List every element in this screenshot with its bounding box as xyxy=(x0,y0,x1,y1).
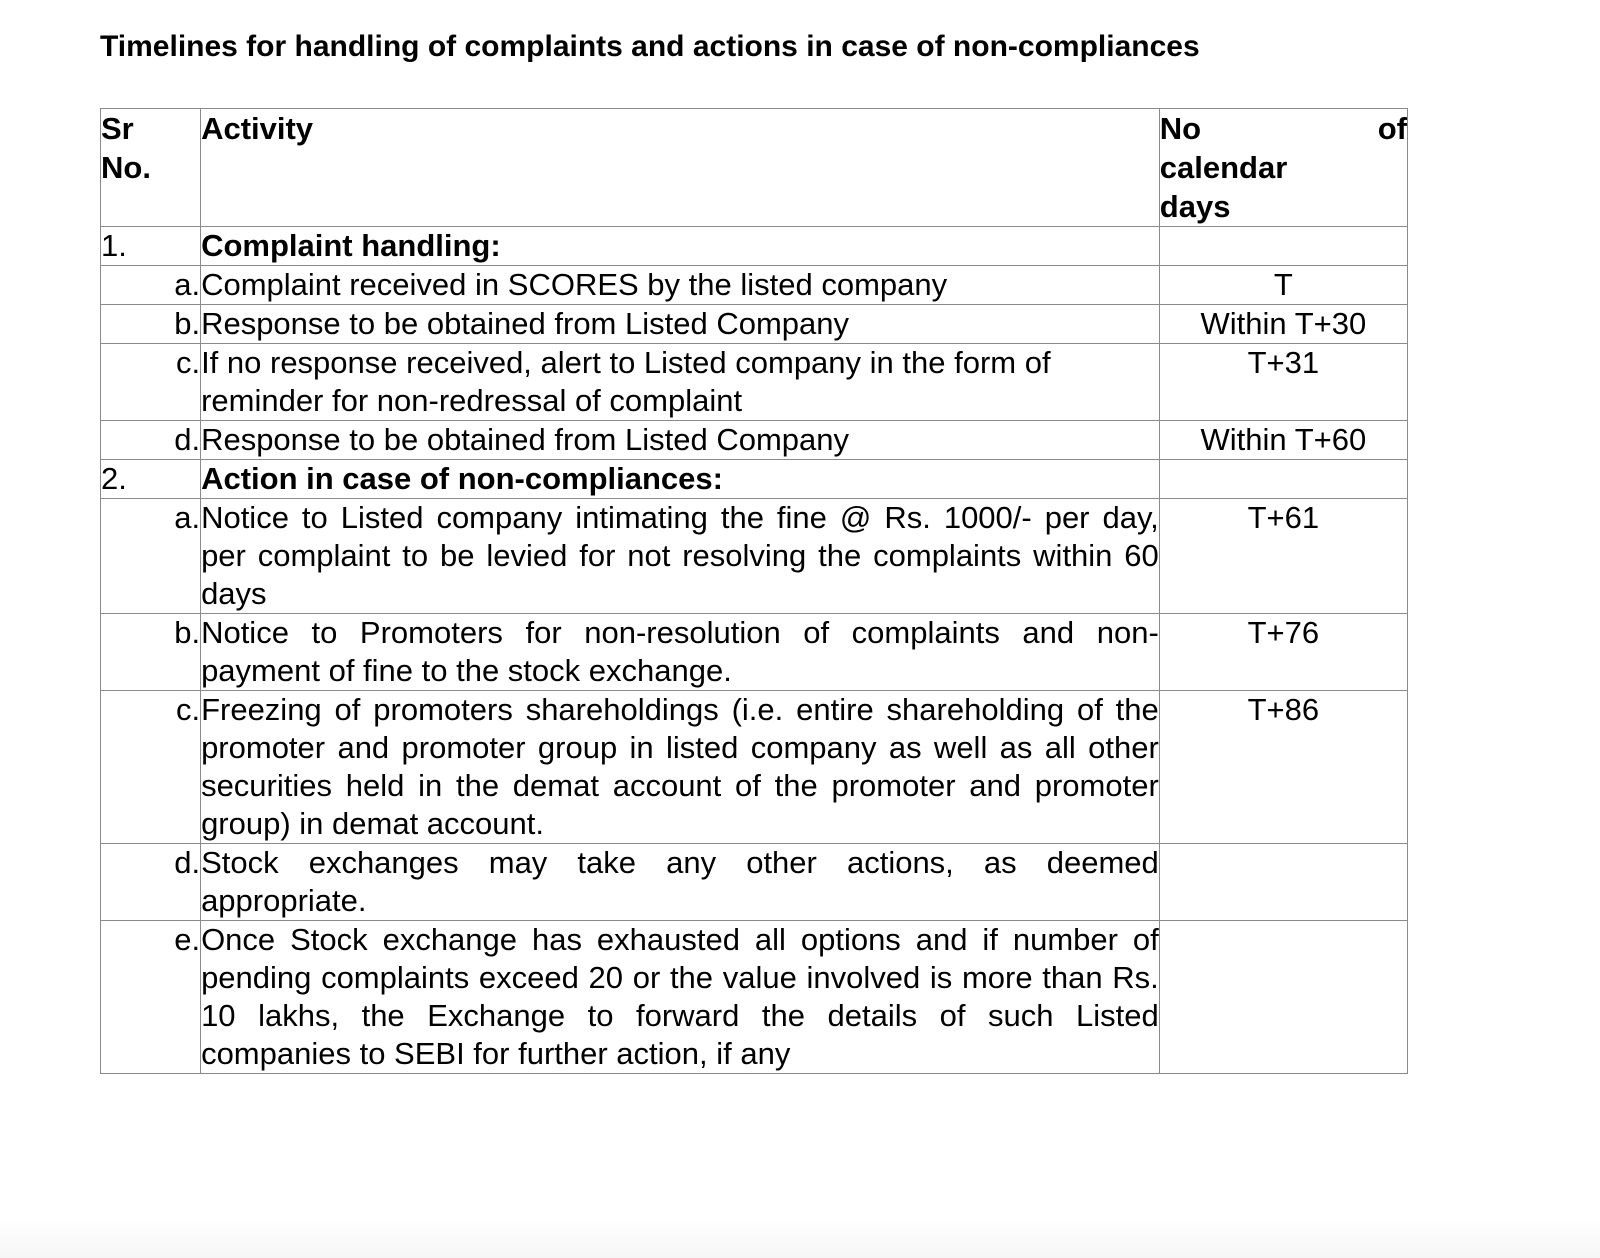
sr-cell: b. xyxy=(101,614,201,691)
table-row-section-1 xyxy=(101,227,1408,266)
table-header-row xyxy=(101,109,1408,227)
header-days-days: days xyxy=(1159,189,1231,224)
days-cell: Within T+60 xyxy=(1159,421,1407,460)
days-cell: T+76 xyxy=(1159,614,1407,691)
activity-cell: If no response received, alert to Listed company in the form of reminder for non-redressal of complaint xyxy=(201,344,1160,421)
table-row xyxy=(101,266,1408,305)
activity-cell: Stock exchanges may take any other actions, as deemed appropriate. xyxy=(201,844,1160,921)
table-row-section-2 xyxy=(101,460,1408,499)
days-cell: T+86 xyxy=(1159,691,1407,844)
activity-cell: Complaint handling: xyxy=(201,227,1160,266)
activity-cell: Response to be obtained from Listed Company xyxy=(201,305,1160,344)
document-title: Timelines for handling of complaints and actions in case of non-compliances xyxy=(100,30,1200,63)
activity-cell: Response to be obtained from Listed Company xyxy=(201,421,1160,460)
sr-cell: b. xyxy=(101,305,201,344)
header-calendar-days xyxy=(1159,109,1407,227)
sr-cell: e. xyxy=(101,921,201,1074)
days-cell xyxy=(1159,227,1407,266)
table-row xyxy=(101,499,1408,614)
header-days-of: of xyxy=(1377,111,1407,146)
header-activity: Activity xyxy=(201,109,1160,227)
sr-cell: d. xyxy=(101,421,201,460)
header-sr-no-line2: No. xyxy=(101,150,151,185)
days-cell: T xyxy=(1159,266,1407,305)
sr-cell: 2. xyxy=(101,460,201,499)
header-days-no: No xyxy=(1159,111,1202,146)
days-cell: Within T+30 xyxy=(1159,305,1407,344)
header-sr-no-line1: Sr xyxy=(101,111,134,146)
table-row xyxy=(101,844,1408,921)
activity-cell: Freezing of promoters shareholdings (i.e. entire shareholding of the promoter and promoter group in listed company as well as all other securities held in the demat account of the promoter and promoter group) in demat account. xyxy=(201,691,1160,844)
activity-cell: Notice to Listed company intimating the fine @ Rs. 1000/- per day, per complaint to be levied for not resolving the complaints within 60 days xyxy=(201,499,1160,614)
table-row xyxy=(101,614,1408,691)
sr-cell: d. xyxy=(101,844,201,921)
days-cell: T+31 xyxy=(1159,344,1407,421)
days-cell xyxy=(1159,844,1407,921)
activity-cell: Notice to Promoters for non-resolution of complaints and non-payment of fine to the stock exchange. xyxy=(201,614,1160,691)
sr-cell: a. xyxy=(101,499,201,614)
table-row xyxy=(101,305,1408,344)
table-row xyxy=(101,691,1408,844)
activity-cell: Once Stock exchange has exhausted all options and if number of pending complaints exceed 20 or the value involved is more than Rs. 10 lakhs, the Exchange to forward the details of such Listed companies to SEBI for further action, if any xyxy=(201,921,1160,1074)
timelines-table xyxy=(100,108,1408,1074)
sr-cell: c. xyxy=(101,691,201,844)
activity-cell: Complaint received in SCORES by the listed company xyxy=(201,266,1160,305)
sr-cell: a. xyxy=(101,266,201,305)
header-sr-no xyxy=(101,109,201,227)
days-cell xyxy=(1159,460,1407,499)
header-days-calendar: calendar xyxy=(1159,150,1288,185)
days-cell xyxy=(1159,921,1407,1074)
sr-cell: 1. xyxy=(101,227,201,266)
days-cell: T+61 xyxy=(1159,499,1407,614)
activity-cell: Action in case of non-compliances: xyxy=(201,460,1160,499)
table-row xyxy=(101,344,1408,421)
table-row xyxy=(101,921,1408,1074)
page-bottom-edge xyxy=(0,1218,1600,1258)
table-row xyxy=(101,421,1408,460)
sr-cell: c. xyxy=(101,344,201,421)
